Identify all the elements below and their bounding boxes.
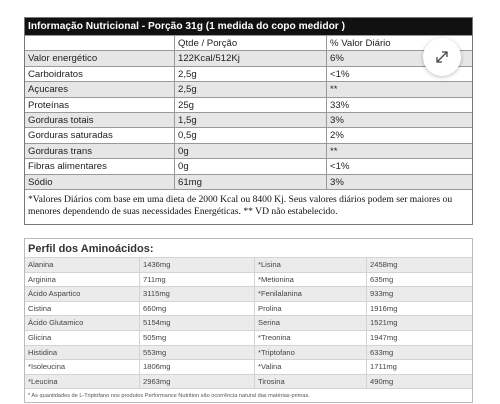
nutrition-header-row	[25, 35, 472, 50]
amino-name: Alanina	[25, 258, 140, 272]
nutrition-header-amount: Qtde / Porção	[175, 36, 327, 50]
amino-name: Histidina	[25, 346, 140, 360]
nutrition-row	[25, 81, 472, 96]
nutrient-name: Sódio	[25, 175, 175, 189]
nutrient-name: Açucares	[25, 82, 175, 96]
nutrition-table-title: Informação Nutricional - Porção 31g (1 medida do copo medidor )	[25, 18, 472, 35]
nutrient-name: Proteínas	[25, 98, 175, 112]
nutrient-amount: 61mg	[175, 175, 327, 189]
amino-amount: 635mg	[370, 274, 394, 284]
amino-amount: 490mg	[370, 376, 394, 386]
amino-amount: 1521mg	[370, 318, 398, 328]
amino-row	[25, 315, 472, 330]
amino-amount: 1436mg	[140, 258, 255, 272]
nutrient-daily-value: 2%	[330, 130, 344, 142]
amino-name: Prolina	[255, 302, 367, 316]
amino-amount: 1947mg	[370, 332, 398, 342]
amino-name: Serina	[255, 316, 367, 330]
nutrient-name: Gorduras saturadas	[25, 128, 175, 142]
nutrient-amount: 25g	[175, 98, 327, 112]
nutrition-row	[25, 112, 472, 127]
amino-name: Glicina	[25, 331, 140, 345]
nutrient-daily-value: 33%	[330, 99, 350, 111]
amino-acid-profile-table	[24, 238, 473, 403]
nutrition-header-nutrient	[25, 36, 175, 50]
amino-amount: 1711mg	[370, 362, 397, 372]
amino-name: *Lisina	[255, 258, 367, 272]
nutrient-daily-value: <1%	[330, 161, 350, 173]
nutrition-header-daily-value: % Valor Diário	[330, 38, 391, 49]
amino-amount: 711mg	[140, 273, 255, 287]
nutrient-amount: 0,5g	[175, 128, 327, 142]
nutrient-amount: 122Kcal/512Kj	[175, 51, 327, 65]
nutrition-row	[25, 127, 472, 142]
amino-name: *Triptofano	[255, 346, 367, 360]
amino-row	[25, 330, 472, 345]
amino-amount: 633mg	[370, 347, 394, 357]
amino-table-title: Perfil dos Aminoácidos:	[28, 243, 154, 255]
nutrient-daily-value: <1%	[330, 68, 350, 80]
amino-name: *Fenilalanina	[255, 287, 367, 301]
amino-amount: 1806mg	[140, 360, 255, 374]
nutrition-row	[25, 174, 472, 189]
expand-image-button[interactable]	[423, 38, 461, 76]
amino-name: Ácido Glutamico	[25, 316, 140, 330]
amino-name: *Leucina	[25, 375, 140, 389]
amino-amount: 933mg	[370, 289, 394, 299]
nutrient-name: Valor energético	[25, 51, 175, 65]
amino-amount: 1916mg	[370, 303, 398, 313]
nutrient-daily-value: 6%	[330, 53, 344, 65]
nutrient-daily-value: **	[330, 84, 338, 96]
amino-amount: 2963mg	[140, 375, 255, 389]
nutrition-row	[25, 97, 472, 112]
amino-name: *Isoleucina	[25, 360, 140, 374]
nutrient-amount: 2,5g	[175, 82, 327, 96]
amino-name: *Metionina	[255, 273, 367, 287]
nutrition-row	[25, 66, 472, 81]
amino-amount: 660mg	[140, 302, 255, 316]
amino-amount: 2458mg	[370, 260, 398, 269]
nutrition-facts-table	[24, 17, 473, 225]
amino-name: *Valina	[255, 360, 367, 374]
nutrient-name: Gorduras trans	[25, 144, 175, 158]
amino-amount: 3115mg	[140, 287, 255, 301]
amino-name: Arginina	[25, 273, 140, 287]
nutrient-daily-value: **	[330, 145, 338, 157]
nutrient-daily-value: 3%	[330, 114, 344, 126]
nutrient-amount: 0g	[175, 159, 327, 173]
nutrition-row	[25, 158, 472, 173]
expand-arrows-icon	[434, 49, 450, 65]
amino-row	[25, 272, 472, 287]
nutrient-amount: 2,5g	[175, 67, 327, 81]
nutrient-daily-value: 3%	[330, 176, 344, 188]
amino-row	[25, 301, 472, 316]
amino-row	[25, 257, 472, 272]
nutrient-amount: 0g	[175, 144, 327, 158]
nutrition-row	[25, 50, 472, 65]
nutrient-name: Fibras alimentares	[25, 159, 175, 173]
amino-amount: 553mg	[140, 346, 255, 360]
amino-name: Tirosina	[255, 375, 367, 389]
nutrient-name: Gorduras totais	[25, 113, 175, 127]
amino-name: *Treonina	[255, 331, 367, 345]
daily-value-note: *Valores Diários com base em uma dieta de 2000 Kcal ou 8400 Kj. Seus valores diários podem ser maiores ou menores dependendo de suas necessidades Energéticas. ** VD não estabelecido.	[25, 189, 472, 224]
nutrient-amount: 1,5g	[175, 113, 327, 127]
nutrient-name: Carboidratos	[25, 67, 175, 81]
nutrition-row	[25, 143, 472, 158]
amino-name: Cistina	[25, 302, 140, 316]
amino-amount: 5154mg	[140, 316, 255, 330]
amino-row	[25, 374, 472, 389]
amino-row	[25, 286, 472, 301]
tryptophan-footnote: * As quantidades de L-Triptofano nos produtos Performance Nutrition são ocorrência natural das matérias-primas.	[25, 388, 472, 399]
amino-row	[25, 359, 472, 374]
amino-name: Ácido Aspartico	[25, 287, 140, 301]
amino-amount: 505mg	[140, 331, 255, 345]
amino-row	[25, 345, 472, 360]
